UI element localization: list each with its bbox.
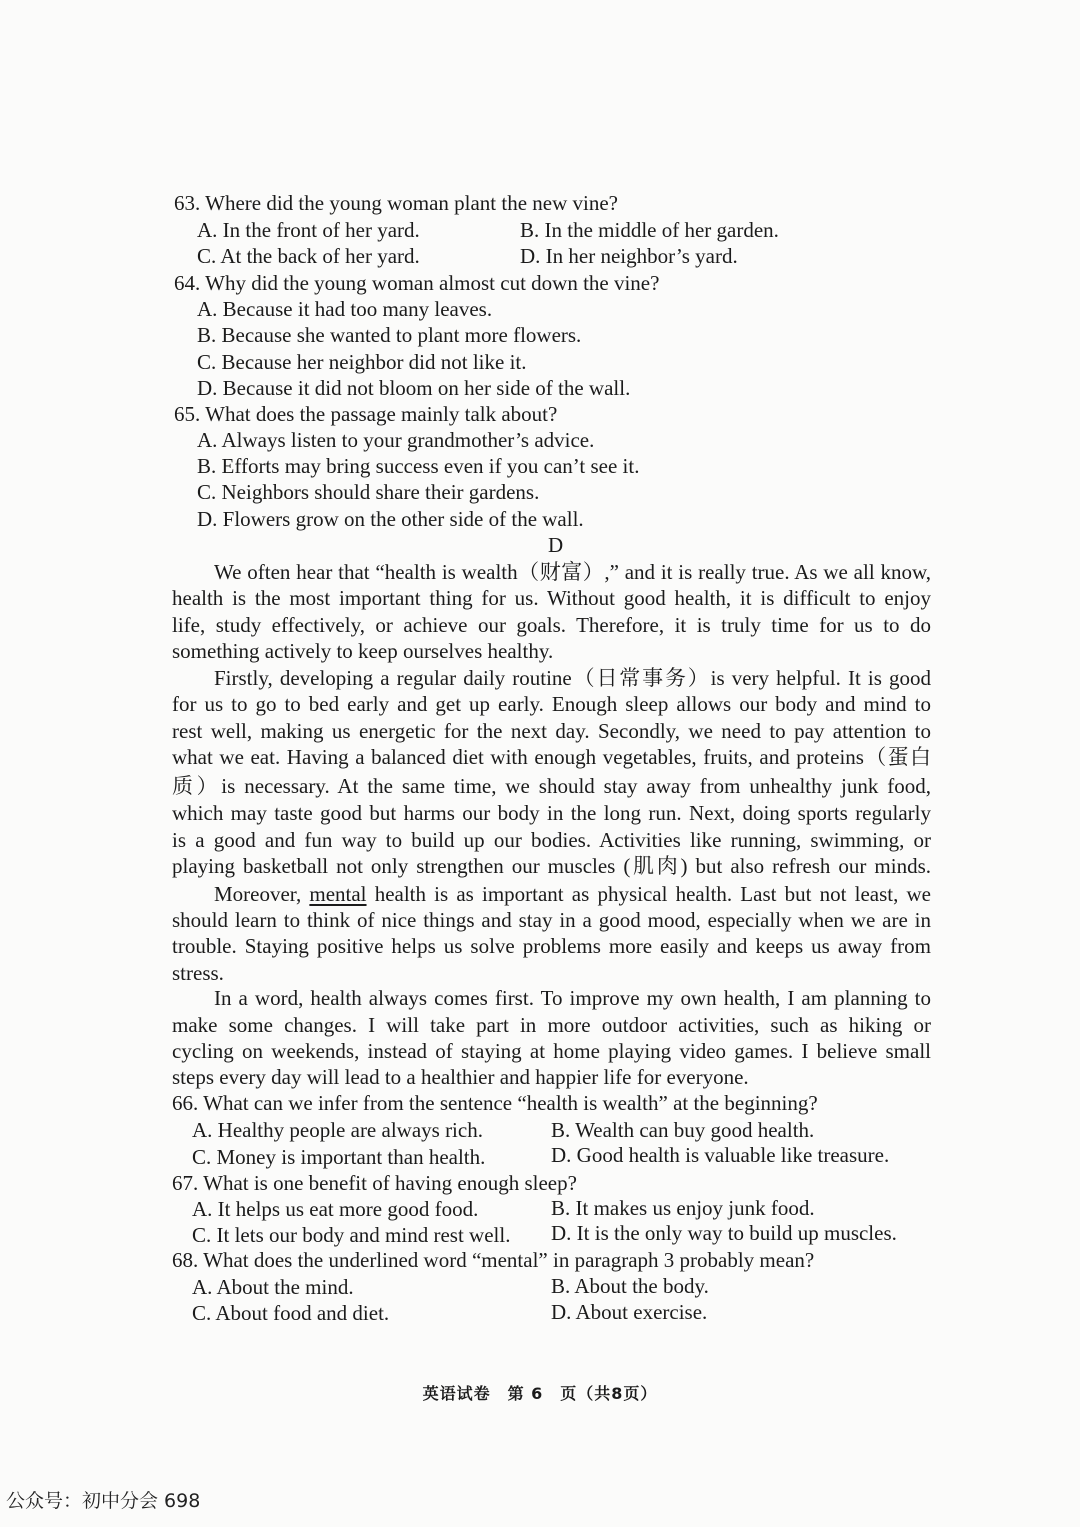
passage-line: stress.: [172, 961, 224, 985]
question-68-option-d: D. About exercise.: [551, 1300, 708, 1324]
passage-line: playing basketball not only strengthen our muscles (肌肉) but also refresh our minds.: [172, 854, 931, 878]
passage-line: for us to go to bed early and get up early. Enough sleep allows our body and mind to: [172, 692, 931, 716]
question-65-option-a: A. Always listen to your grandmother’s advice.: [197, 428, 595, 452]
section-letter: D: [548, 533, 564, 557]
passage-line: steps every day will lead to a healthier and happier life for everyone.: [172, 1065, 749, 1089]
passage-line: life, study effectively, or achieve our goals. Therefore, it is truly time for us to do: [172, 613, 931, 637]
question-67-option-a: A. It helps us eat more good food.: [192, 1197, 479, 1221]
watermark-text: 公众号：初中分会 698: [6, 1490, 201, 1512]
passage-line: We often hear that “health is wealth（财富）,” and it is really true. As we all know,: [214, 560, 931, 584]
question-66-option-c: C. Money is important than health.: [192, 1145, 486, 1169]
passage-line: what we eat. Having a balanced diet with enough vegetables, fruits, and proteins（蛋白: [172, 745, 931, 769]
question-66-option-b: B. Wealth can buy good health.: [551, 1118, 815, 1142]
question-67-stem: 67. What is one benefit of having enough sleep?: [172, 1171, 577, 1195]
question-65-option-b: B. Efforts may bring success even if you can’t see it.: [197, 454, 640, 478]
passage-line: 质）is necessary. At the same time, we should stay away from unhealthy junk food,: [172, 774, 931, 798]
question-67-option-c: C. It lets our body and mind rest well.: [192, 1223, 511, 1247]
question-66-stem: 66. What can we infer from the sentence “health is wealth” at the beginning?: [172, 1091, 818, 1115]
question-66-option-a: A. Healthy people are always rich.: [192, 1118, 483, 1142]
passage-line: should learn to think of nice things and stay in a good mood, especially when we are in: [172, 908, 931, 932]
question-68-option-c: C. About food and diet.: [192, 1301, 390, 1325]
passage-line: rest well, making us energetic for the next day. Secondly, we need to pay attention to: [172, 719, 931, 743]
passage-line: health is the most important thing for us. Without good health, it is difficult to enjoy: [172, 586, 931, 610]
question-63-option-d: D. In her neighbor’s yard.: [520, 244, 738, 268]
question-64-option-a: A. Because it had too many leaves.: [197, 297, 493, 321]
question-68-option-a: A. About the mind.: [192, 1275, 354, 1299]
question-67-option-d: D. It is the only way to build up muscles.: [551, 1221, 897, 1245]
passage-line: is a good and fun way to build up our bodies. Activities like running, swimming, or: [172, 828, 931, 852]
passage-line: which may taste good but harms our body in the long run. Next, doing sports regularly: [172, 801, 931, 825]
question-64-option-c: C. Because her neighbor did not like it.: [197, 350, 527, 374]
question-65-option-c: C. Neighbors should share their gardens.: [197, 480, 540, 504]
passage-line: Firstly, developing a regular daily routine（日常事务）is very helpful. It is good: [214, 666, 931, 690]
question-63-stem: 63. Where did the young woman plant the new vine?: [174, 191, 618, 215]
passage-line: Moreover, mental health is as important as physical health. Last but not least, we: [214, 882, 931, 906]
passage-line: trouble. Staying positive helps us solve problems more easily and keeps us away from: [172, 934, 931, 958]
question-68-option-b: B. About the body.: [551, 1274, 709, 1298]
passage-line: In a word, health always comes first. To improve my own health, I am planning to: [214, 986, 931, 1010]
passage-line: make some changes. I will take part in more outdoor activities, such as hiking or: [172, 1013, 931, 1037]
question-65-option-d: D. Flowers grow on the other side of the wall.: [197, 507, 584, 531]
underlined-word-mental: mental: [309, 882, 367, 906]
page-footer: 英语试卷 第 6 页（共8页）: [422, 1384, 658, 1403]
question-64-option-d: D. Because it did not bloom on her side of the wall.: [197, 376, 631, 400]
question-64-option-b: B. Because she wanted to plant more flowers.: [197, 323, 582, 347]
question-63-option-b: B. In the middle of her garden.: [520, 218, 779, 242]
question-64-stem: 64. Why did the young woman almost cut down the vine?: [174, 271, 660, 295]
question-63-option-c: C. At the back of her yard.: [197, 244, 420, 268]
passage-line: cycling on weekends, instead of staying at home playing video games. I believe small: [172, 1039, 931, 1063]
question-67-option-b: B. It makes us enjoy junk food.: [551, 1196, 815, 1220]
question-65-stem: 65. What does the passage mainly talk about?: [174, 402, 558, 426]
passage-line: something actively to keep ourselves healthy.: [172, 639, 554, 663]
question-66-option-d: D. Good health is valuable like treasure.: [551, 1143, 890, 1167]
question-68-stem: 68. What does the underlined word “mental” in paragraph 3 probably mean?: [172, 1248, 815, 1272]
question-63-option-a: A. In the front of her yard.: [197, 218, 420, 242]
